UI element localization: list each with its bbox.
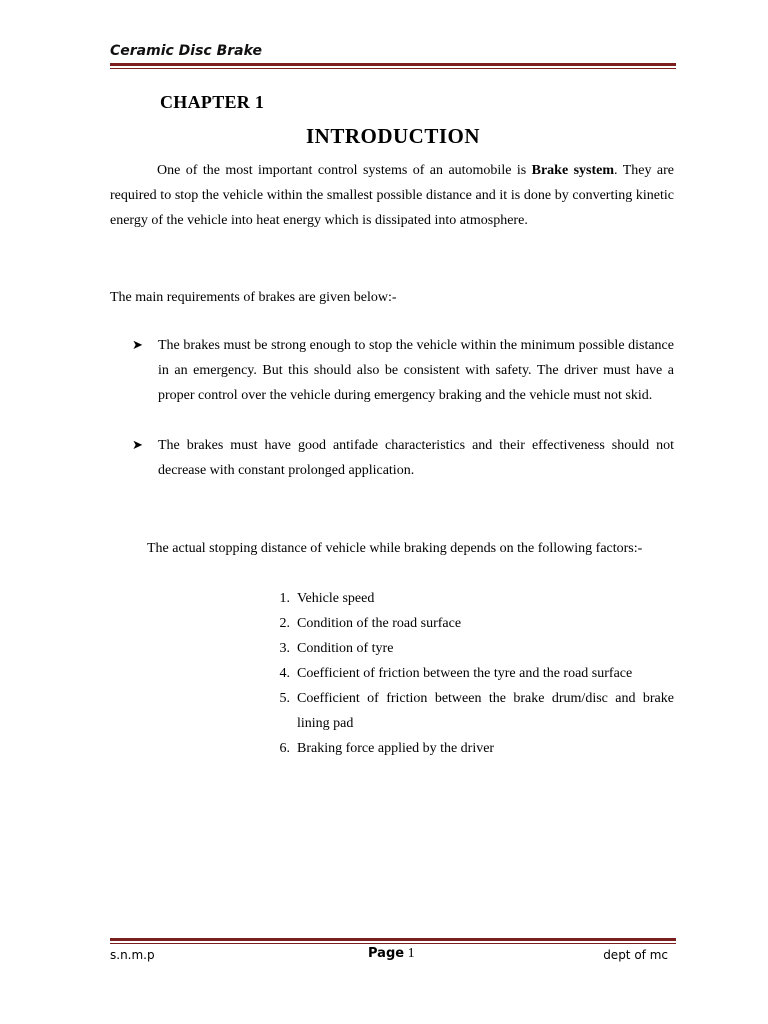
list-item-text: Coefficient of friction between the tyre and the road surface [297,666,633,681]
list-item [270,636,674,661]
list-item [270,686,674,736]
list-item-text: Condition of the road surface [297,616,462,631]
chapter-title: INTRODUCTION [305,124,481,148]
list-item [270,661,674,686]
arrowhead-bullet-icon: ➤ [132,438,143,453]
header-rule [110,63,676,69]
list-item-text: Braking force applied by the driver [297,741,495,756]
list-item-number: 6. [279,741,290,756]
factors-intro: The actual stopping distance of vehicle while braking depends on the following factors:- [147,541,643,556]
requirements-intro: The main requirements of brakes are given below:- [110,290,397,305]
intro-text-start: One of the most important control systems of an automobile is [157,163,532,178]
list-item-number: 1. [279,591,290,606]
list-item [270,586,674,611]
page-number-value: 1 [407,946,415,961]
list-item-text: Condition of tyre [297,641,394,656]
list-item-number: 2. [279,616,290,631]
chapter-label: CHAPTER 1 [160,92,265,112]
footer-rule [110,938,676,944]
running-header: Ceramic Disc Brake [110,43,262,59]
list-item-text: The brakes must have good antifade characteristics and their effectiveness should not decrease with constant prolonged application. [158,438,674,478]
list-item-text: The brakes must be strong enough to stop the vehicle within the minimum possible distance in an emergency. But this should also be consistent with safety. The driver must have a proper control over the vehicle during emergency braking and the vehicle must not skid. [158,338,674,403]
intro-paragraph [110,158,674,233]
list-item [270,611,674,636]
factors-list [270,586,674,761]
list-item-text: Vehicle speed [297,591,375,606]
arrowhead-bullet-icon: ➤ [132,338,143,353]
page-number [368,946,415,962]
list-item-number: 5. [279,691,290,706]
list-item [270,736,674,761]
list-item-number: 4. [279,666,290,681]
requirements-list [110,333,674,483]
footer-institution: s.n.m.p [110,948,155,962]
list-item [110,433,674,483]
list-item [110,333,674,408]
footer-department: dept of mc [603,948,668,962]
page-label: Page [368,946,405,961]
intro-bold-term: Brake system [531,163,615,178]
intro-text-end: . They are required to stop the vehicle within the smallest possible distance and it is done by converting kinetic energy of the vehicle into heat energy which is dissipated into atmosphere. [110,163,674,228]
list-item-number: 3. [279,641,290,656]
list-item-text: Coefficient of friction between the brake drum/disc and brake lining pad [297,691,674,731]
